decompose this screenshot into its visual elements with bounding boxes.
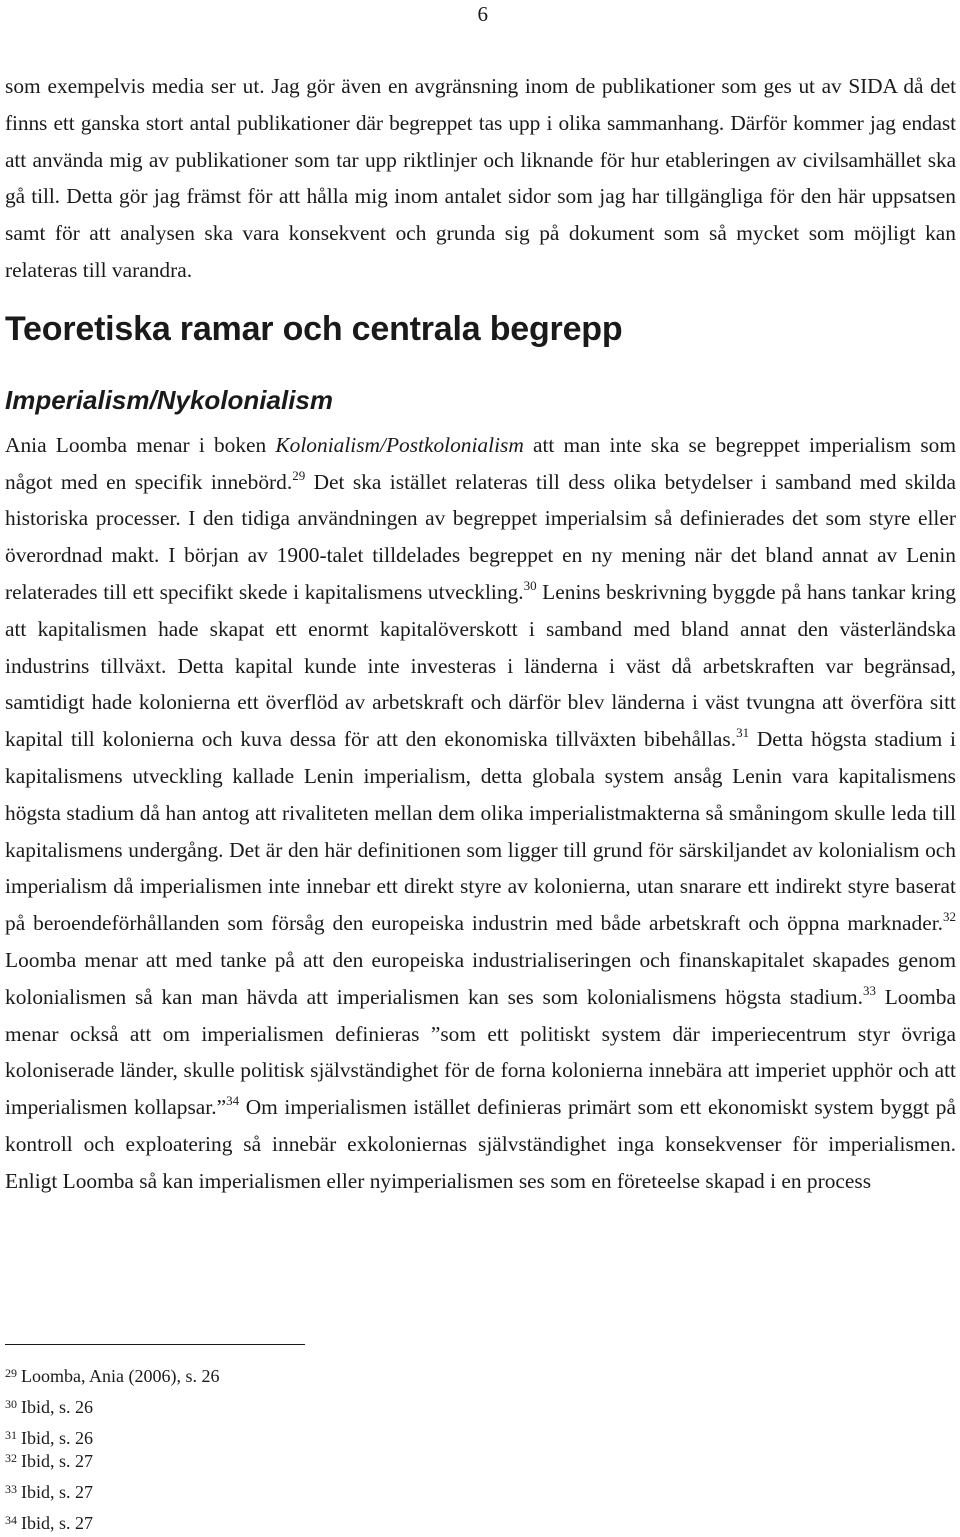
footnote-number: 32 — [5, 1451, 17, 1465]
intro-text-part3: Detta gör jag främst för att hålla mig inom antalet sidor som jag har tillgängliga för den här uppsatsen samt för att analysen ska vara konsekvent och grunda sig på dokument som så mycket som möjligt kan relateras till varandra. — [5, 184, 956, 282]
book-title: Kolonialism/Postkolonialism — [275, 432, 524, 457]
footnote-text: Ibid, s. 27 — [21, 1482, 93, 1502]
footnote-ref-31[interactable]: 31 — [736, 725, 750, 741]
paragraph-text: att man inte ska se begreppet imperialism som något med en specifik innebörd. — [5, 432, 956, 494]
footnote-number: 34 — [5, 1513, 17, 1527]
footnote-text: Ibid, s. 26 — [21, 1428, 93, 1448]
footnote-ref-33[interactable]: 33 — [862, 982, 876, 998]
subsection-title: Imperialism/Nykolonialism — [5, 384, 334, 415]
footnote-number: 30 — [5, 1397, 17, 1411]
body-paragraph — [5, 427, 956, 1200]
footnote-divider — [5, 1344, 305, 1345]
footnote-number: 29 — [5, 1366, 17, 1380]
footnote-item — [5, 1397, 93, 1418]
paragraph-text: Lenins beskrivning byggde på hans tankar kring att kapitalismen hade skapat ett enormt kapitalöverskott i samband med bland annat den västerländska industrins tillväxt. Detta kapital kunde inte investeras i länderna i väst då arbetskraften var begränsad, samtidigt hade kolonierna ett överflöd av arbetskraft och därför blev länderna i väst tvungna att överföra sitt kapital till kolonierna och kuva dessa för att den ekonomiska tillväxten bibehållas. — [5, 579, 956, 752]
footnote-item — [5, 1482, 93, 1503]
footnote-item — [5, 1428, 93, 1449]
footnote-ref-32[interactable]: 32 — [943, 909, 956, 925]
footnote-ref-34[interactable]: 34 — [226, 1093, 240, 1109]
footnote-number: 33 — [5, 1482, 17, 1496]
page-content — [5, 68, 956, 1200]
page-number: 6 — [477, 2, 488, 26]
paragraph-text: Om imperialismen istället definieras primärt som ett ekonomiskt system byggt på kontroll och exploatering så innebär exkoloniernas självständighet inga konsekvenser för imperialismen. Enligt Loomba så kan imperialismen eller nyimperialismen ses som en företeelse skapad i en process — [5, 1095, 956, 1193]
intro-text-part1: som exempelvis media ser ut. — [5, 74, 265, 98]
footnote-ref-29[interactable]: 29 — [292, 467, 306, 483]
footnote-text: Ibid, s. 26 — [21, 1397, 93, 1417]
intro-paragraph — [5, 68, 956, 289]
paragraph-text: Detta högsta stadium i kapitalismens utveckling kallade Lenin imperialism, detta globala system ansåg Lenin vara kapitalismens högsta stadium då han antog att rivaliteten mellan dem olika imperialistmakterna så småningom skulle leda till kapitalismens undergång. Det är den här definitionen som ligger till grund för särskiljandet av kolonialism och imperialism då imperialismen inte innebar ett direkt styre av kolonierna, utan snarare ett indirekt styre baserat på beroendeförhållanden som försåg den europeiska industrin med både arbetskraft och öppna marknader. — [5, 727, 956, 936]
section-title: Teoretiska ramar och centrala begrepp — [5, 309, 623, 348]
paragraph-text: Ania Loomba menar i boken — [5, 432, 276, 457]
footnote-ref-30[interactable]: 30 — [523, 577, 537, 593]
footnote-text: Ibid, s. 27 — [21, 1451, 93, 1471]
footnote-text: Loomba, Ania (2006), s. 26 — [21, 1366, 220, 1386]
intro-text-part2: Jag gör även en avgränsning inom de publikationer som ges ut av SIDA då det finns ett ganska stort antal publikationer där begreppet tas upp i olika sammanhang. Därför kommer jag endast att använda mig av publikationer som tar upp riktlinjer och liknande för hur etableringen av civilsamhället ska gå till. — [5, 74, 956, 209]
paragraph-text: Det ska istället relateras till dess olika betydelser i samband med skilda historiska processer. I den tidiga användningen av begreppet imperialsim så definierades det som styre eller överordnad makt. I början av 1900-talet tilldelades begreppet en ny mening när det bland annat av Lenin relaterades till ett specifikt skede i kapitalismens utveckling. — [5, 469, 956, 604]
footnote-item — [5, 1513, 93, 1534]
footnote-number: 31 — [5, 1428, 17, 1442]
paragraph-text: Loomba menar att med tanke på att den europeiska industrialiseringen och finanskapitalet skapades genom kolonialismen så kan man hävda att imperialismen kan ses som kolonialismens högsta stadium. — [5, 947, 956, 1009]
footnote-item — [5, 1451, 93, 1472]
paragraph-text: Loomba menar också att om imperialismen definieras ”som ett politiskt system där imperiecentrum styr övriga koloniserade länder, skulle politisk självständighet för de forna kolonierna innebära att imperiet upphör och att imperialismen kollapsar.” — [5, 984, 956, 1120]
footnote-item — [5, 1366, 219, 1387]
footnote-text: Ibid, s. 27 — [21, 1513, 93, 1533]
